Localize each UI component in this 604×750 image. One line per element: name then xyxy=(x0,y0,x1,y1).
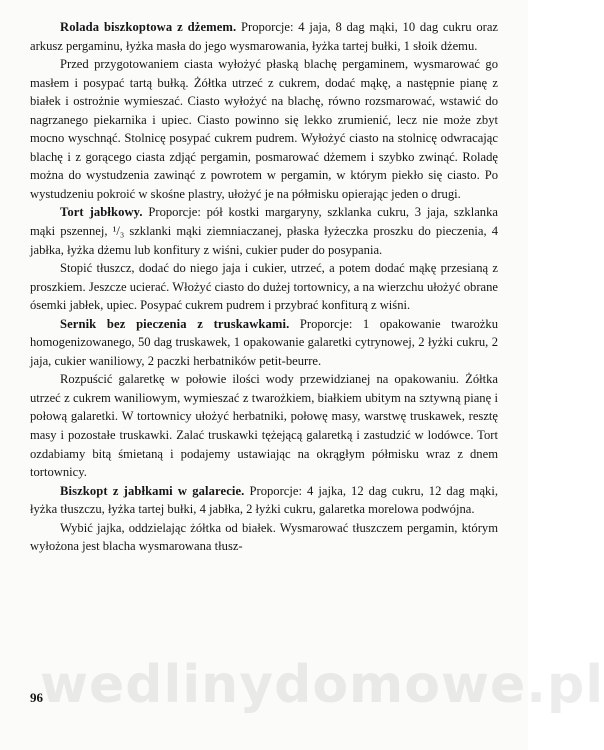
watermark-logo: wedlinydomowe.pl xyxy=(40,655,604,715)
recipe-instructions-sernik: Rozpuścić galaretkę w połowie ilości wody przewidzianej na opakowaniu. Żółtka utrzeć z cukrem waniliowym, wymieszać z twarożkiem, białkiem ubitym na sztywną pianę i połową galaretki. W tortownicy ułożyć herbatniki, połowę masy, warstwę truskawek, resztę masy i pozostałe truskawki. Zalać truskawki tężejącą galaretką i zastudzić w lodówce. Tort ozdabiamy bitą śmietaną i podajemy ustawiając na okrągłym półmisku wraz z dnem tortownicy. xyxy=(30,372,498,480)
recipe-proportions-biszkopt: Proporcje: 4 jajka, 12 dag cukru, 12 dag mąki, łyżka tłuszczu, łyżka tartej bułki, 4 jabłka, 2 łyżki cukru, galaretka morelowa podwójna. xyxy=(30,483,498,517)
recipe-title-rolada: Rolada biszkoptowa z dżemem. xyxy=(60,20,237,34)
recipe-title-biszkopt: Biszkopt z jabłkami w galarecie. xyxy=(60,483,245,498)
recipe-text-column xyxy=(30,18,498,556)
recipe-proportions-rolada: Proporcje: 4 jaja, 8 dag mąki, 10 dag cukru oraz arkusz pergaminu, łyżka masła do jego wysmarowania, łyżka tartej bułki, 1 słoik dżemu. xyxy=(30,20,498,53)
recipe-intro-sernik xyxy=(30,315,498,371)
recipe-proportions-tort-jablkowy-part2: szklanki mąki ziemniaczanej, płaska łyżeczka proszku do pieczenia, 4 jabłka, łyżka dżemu lub konfitury z wiśni, cukier puder do posypania. xyxy=(30,224,498,257)
recipe-intro-biszkopt xyxy=(30,482,498,519)
recipe-instructions-rolada: Przed przygotowaniem ciasta wyłożyć płaską blachę pergaminem, wysmarować go masłem i posypać tartą bułką. Żółtka utrzeć z cukrem, dodać mąkę, a następnie pianę z białek i ostrożnie wymieszać. Ciasto wyłożyć na blachę, równo rozsmarować, wstawić do nagrzanego piekarnika i upiec. Ciasto powinno się lekko zrumienić, lecz nie może zbyt mocno wyschnąć. Stolnicę posypać cukrem pudrem. Wyłożyć ciasto na stolnicę odwracając blachę i z gorącego ciasta zdjąć pergamin, posmarować dżemem i szybko zwinąć. Roladę można do wystudzenia zawinąć z powrotem w pergamin, w którym piekło się ciasto. Po wystudzeniu pokroić w skośne plastry, ułożyć je na półmisku opierając jeden o drugi. xyxy=(30,57,498,201)
recipe-title-sernik: Sernik bez pieczenia z truskawkami. xyxy=(60,316,290,331)
recipe-intro-tort-jablkowy xyxy=(30,203,498,259)
recipe-intro-rolada xyxy=(30,18,498,55)
recipe-title-tort-jablkowy: Tort jabłkowy. xyxy=(60,205,143,220)
fraction-one-third: ¹/₃ xyxy=(112,224,125,239)
recipe-instructions-biszkopt: Wybić jajka, oddzielając żółtka od białek. Wysmarować tłuszczem pergamin, którym wyłożona jest blacha wysmarowana tłusz- xyxy=(30,520,498,554)
recipe-proportions-tort-jablkowy-part1: Proporcje: pół kostki margaryny, szklanka cukru, 3 jaja, szklanka mąki pszennej, xyxy=(30,205,498,239)
recipe-proportions-sernik: Proporcje: 1 opakowanie twarożku homogenizowanego, 50 dag truskawek, 1 opakowanie galaretki cytrynowej, 2 łyżki cukru, 2 jaja, cukier waniliowy, 2 paczki herbatników petit-beurre. xyxy=(30,316,498,368)
recipe-instructions-tort-jablkowy: Stopić tłuszcz, dodać do niego jaja i cukier, utrzeć, a potem dodać mąkę przesianą z proszkiem. Jeszcze ucierać. Włożyć ciasto do dużej tortownicy, a na wierzchu ułożyć obrane ósemki jabłek, upiec. Posypać cukrem pudrem i przybrać konfiturą z wiśni. xyxy=(30,261,498,313)
page-number: 96 xyxy=(30,690,43,705)
